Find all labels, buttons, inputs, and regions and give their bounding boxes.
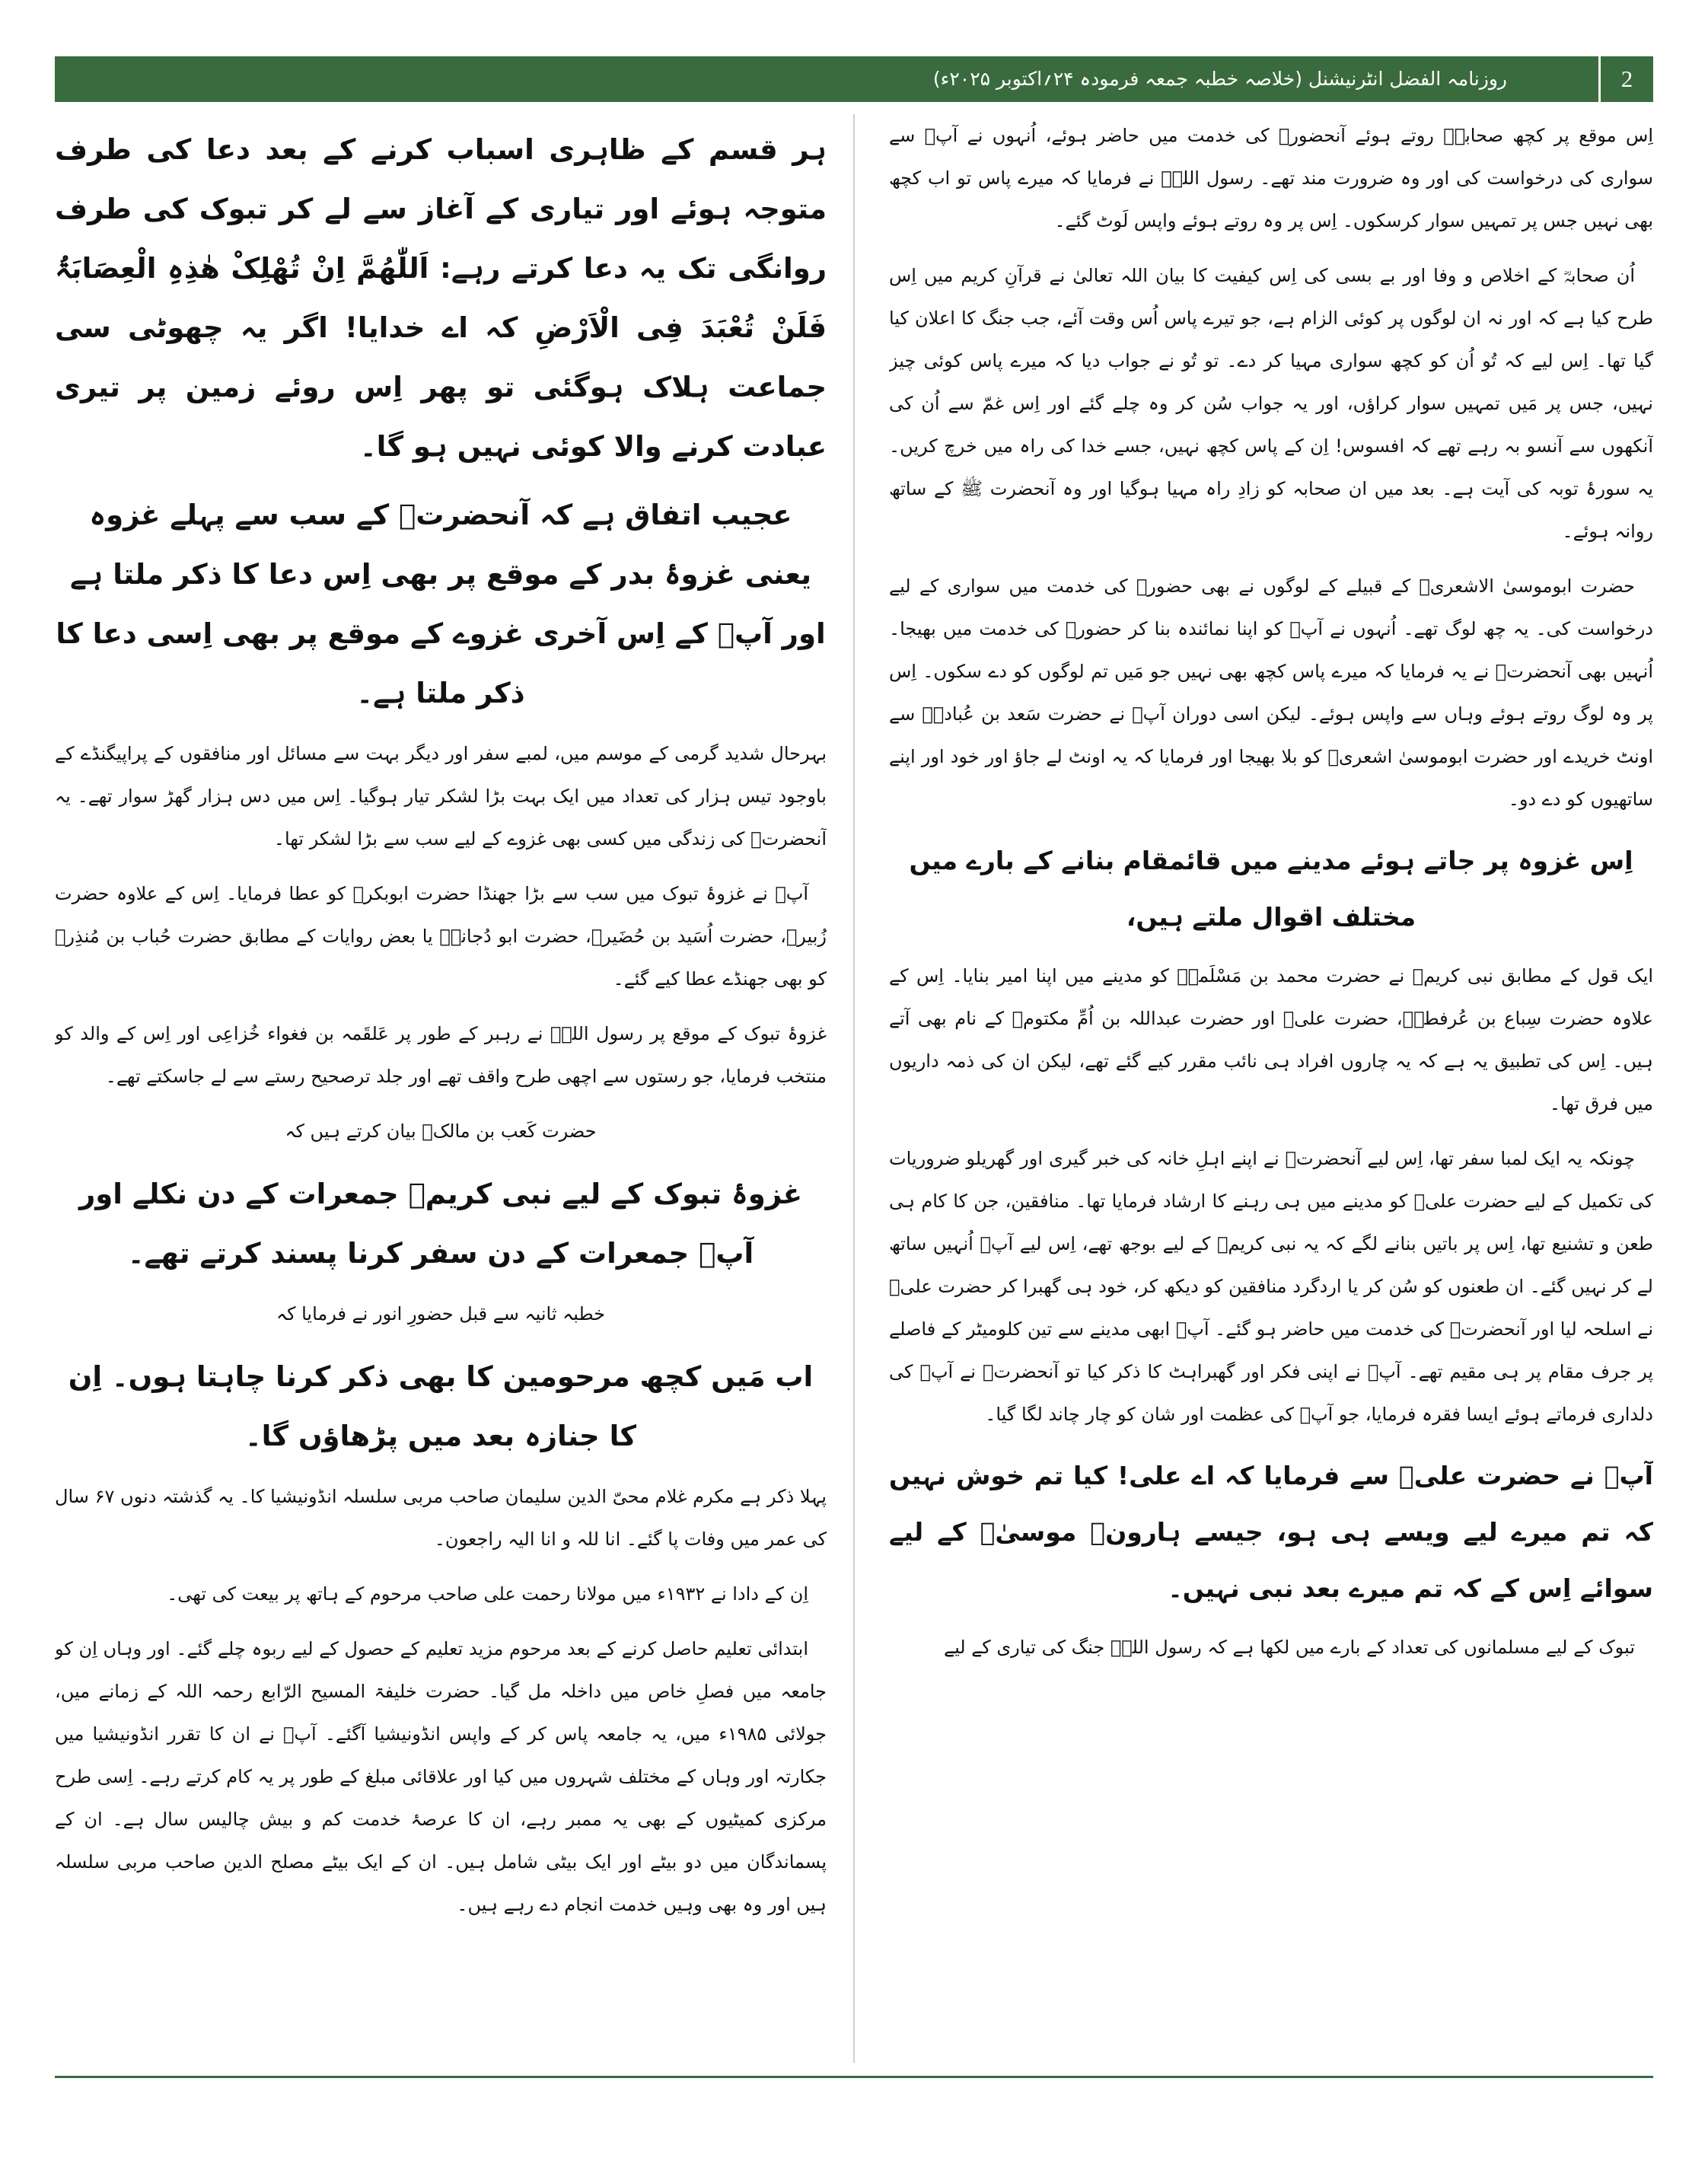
column-divider (853, 114, 855, 2063)
paragraph: ابتدائی تعلیم حاصل کرنے کے بعد مرحوم مزید تعلیم کے حصول کے لیے ربوہ چلے گئے۔ اور وہاں اِن کو جامعہ میں فصلِ خاص میں داخلہ مل گیا۔ حضرت خلیفۃ المسیح الرّابع رحمہ اللہ کے زمانے میں، جولائی ۱۹۸۵ء میں، یہ جامعہ پاس کر کے واپس انڈونیشیا آگئے۔ آپؒ نے ان کا تقرر انڈونیشیا میں جکارتہ اور وہاں کے مختلف شہروں میں کیا اور علاقائی مبلغ کے طور پر یہ کام کرتے رہے۔ اِسی طرح مرکزی کمیٹیوں کے بھی یہ ممبر رہے، ان کا عرصۂ خدمت کم و بیش چالیس سال ہے۔ ان کے پسماندگان میں دو بیٹے اور ایک بیٹی شامل ہیں۔ ان کے ایک بیٹے مصلح الدین صاحب مربی سلسلہ ہیں اور وہ بھی وہیں خدمت انجام دے رہے ہیں۔ (55, 1638, 827, 1915)
section-heading: آپؐ نے حضرت علیؓ سے فرمایا کہ اے علی! کیا تم خوش نہیں کہ تم میرے لیے ویسے ہی ہو، جیسے ہارونؑ موسیٰؑ کے لیے سوائے اِس کے کہ تم میرے بعد نبی نہیں۔ (889, 1461, 1653, 1603)
page-number: 2 (1598, 56, 1653, 102)
paragraph: تبوک کے لیے مسلمانوں کی تعداد کے بارے میں لکھا ہے کہ رسول اللہؐ جنگ کی تیاری کے لیے (944, 1637, 1635, 1658)
paragraph: اِن کے دادا نے ۱۹۳۲ء میں مولانا رحمت علی صاحب مرحوم کے ہاتھ پر بیعت کی تھی۔ (167, 1583, 808, 1605)
paragraph: آپؐ نے غزوۂ تبوک میں سب سے بڑا جھنڈا حضرت ابوبکرؓ کو عطا فرمایا۔ اِس کے علاوہ حضرت زُبیرؓ، حضرت اُسَید بن حُضَیرؓ، حضرت ابو دُجانہؓ یا بعض روایات کے مطابق حضرت حُباب بن مُنذِرؓ کو بھی جھنڈے عطا کیے گئے۔ (55, 883, 827, 990)
paragraph: چونکہ یہ ایک لمبا سفر تھا، اِس لیے آنحضرتؐ نے اپنے اہلِ خانہ کی خبر گیری اور گھریلو ضروریات کی تکمیل کے لیے حضرت علیؓ کو مدینے میں ہی رہنے کا ارشاد فرمایا تھا۔ منافقین، جن کا کام ہی طعن و تشنیع تھا، اِس پر باتیں بنانے لگے کہ یہ نبی کریمؐ کے لیے بوجھ تھے، اِس لیے آپؐ اُنہیں ساتھ لے کر نہیں گئے۔ ان طعنوں کو سُن کر یا اردگرد منافقین کو دیکھ کر، خود ہی گھبرا کر حضرت علیؓ نے اسلحہ لیا اور آنحضرتؐ کی خدمت میں حاضر ہو گئے۔ آپؐ ابھی مدینے سے تین کلومیٹر کے فاصلے پر جرف مقام پر ہی مقیم تھے۔ آپؓ نے اپنی فکر اور گھبراہٹ کا ذکر کیا تو آنحضرتؐ نے آپؓ کی دلداری فرماتے ہوئے ایسا فقرہ فرمایا، جو آپؓ کی عظمت اور شان کو چار چاند لگا گیا۔ (889, 1148, 1653, 1425)
left-column (55, 114, 827, 2063)
paragraph: حضرت کَعب بن مالکؓ بیان کرتے ہیں کہ (285, 1120, 597, 1142)
footer-rule (55, 2076, 1653, 2078)
paragraph: بہرحال شدید گرمی کے موسم میں، لمبے سفر اور دیگر بہت سے مسائل اور منافقوں کے پراپیگنڈے کے باوجود تیس ہزار کی تعداد میں ایک بہت بڑا لشکر تیار ہوگیا۔ اِس میں دس ہزار گھڑ سوار تھے۔ یہ آنحضرتؐ کی زندگی میں کسی بھی غزوے کے لیے سب سے بڑا لشکر تھا۔ (55, 743, 827, 849)
section-heading: غزوۂ تبوک کے لیے نبی کریمؐ جمعرات کے دن نکلے اور آپؐ جمعرات کے دن سفر کرنا پسند کرتے تھے۔ (79, 1178, 802, 1270)
paragraph: غزوۂ تبوک کے موقع پر رسول اللہؐ نے رہبر کے طور پر عَلقَمہ بن فغواء خُزاعِی اور اِس کے والد کو منتخب فرمایا، جو رستوں سے اچھی طرح واقف تھے اور جلد ترصحیح رستے سے لے جاسکتے تھے۔ (55, 1023, 827, 1087)
paragraph: پہلا ذکر ہے مکرم غلام محیّ الدین سلیمان صاحب مربی سلسلہ انڈونیشیا کا۔ یہ گذشتہ دنوں ۶۷ سال کی عمر میں وفات پا گئے۔ انا للہ و انا الیہ راجعون۔ (55, 1486, 827, 1550)
paragraph: اُن صحابہؓ کے اخلاص و وفا اور بے بسی کی اِس کیفیت کا بیان اللہ تعالیٰ نے قرآنِ کریم میں اِس طرح کیا ہے کہ اور نہ ان لوگوں پر کوئی الزام ہے، جو تیرے پاس اُس وقت آئے، جب جنگ کا اعلان کیا گیا تھا۔ اِس لیے کہ تُو اُن کو کچھ سواری مہیا کر دے۔ تو تُو نے جواب دیا کہ میرے پاس کوئی چیز نہیں، جس پر مَیں تمہیں سوار کراؤں، اور یہ جواب سُن کر وہ چلے گئے اور اِس غمّ سے اُن کی آنکھوں سے آنسو بہ رہے تھے کہ افسوس! اِن کے پاس کچھ نہیں، جسے خدا کی راہ میں خرچ کریں۔ یہ سورۂ توبہ کی آیت ہے۔ بعد میں ان صحابہ کو زادِ راہ مہیا ہوگیا اور وہ آنحضرت ﷺ کے ساتھ روانہ ہوئے۔ (889, 265, 1653, 542)
section-heading: اِس غزوہ پر جاتے ہوئے مدینے میں قائمقام بنانے کے بارے میں مختلف اقوال ملتے ہیں، (909, 846, 1633, 932)
section-heading: ہر قسم کے ظاہری اسباب کرنے کے بعد دعا کی طرف متوجہ ہوئے اور تیاری کے آغاز سے لے کر تبوک کی طرف روانگی تک یہ دعا کرتے رہے: اَللّٰھُمَّ اِنْ تُھْلِکْ ھٰذِہِ الْعِصَابَۃُ فَلَنْ تُعْبَدَ فِی الْاَرْضِ کہ اے خدایا! اگر یہ چھوٹی سی جماعت ہلاک ہوگئی تو پھر اِس روئے زمین پر تیری عبادت کرنے والا کوئی نہیں ہو گا۔ (55, 133, 827, 463)
paragraph: ایک قول کے مطابق نبی کریمؐ نے حضرت محمد بن مَسْلَمہؓ کو مدینے میں اپنا امیر بنایا۔ اِس کے علاوہ حضرت سِباع بن عُرفطہؓ، حضرت علیؓ اور حضرت عبداللہ بن اُمِّ مکتومؓ کے نام بھی آتے ہیں۔ اِس کی تطبیق یہ ہے کہ یہ چاروں افراد ہی نائب مقرر کیے گئے تھے، لیکن ان کی ذمہ داریوں میں فرق تھا۔ (889, 965, 1653, 1114)
page-header-bar (55, 56, 1653, 102)
paragraph: حضرت ابوموسیٰ الاشعریؓ کے قبیلے کے لوگوں نے بھی حضورؐ کی خدمت میں سواری کے لیے درخواست کی۔ یہ چھ لوگ تھے۔ اُنہوں نے آپؐ کو اپنا نمائندہ بنا کر حضورؐ کی خدمت میں بھیجا۔ اُنہیں بھی آنحضرتؐ نے یہ فرمایا کہ میرے پاس کچھ بھی نہیں جو مَیں تم لوگوں کو دے سکوں۔ اِس پر وہ لوگ روتے ہوئے وہاں سے واپس ہوئے۔ لیکن اسی دوران آپؐ نے حضرت سَعد بن عُبادہؓ سے اونٹ خریدے اور حضرت ابوموسیٰ اشعریؓ کو بلا بھیجا اور فرمایا کہ یہ اونٹ لے جاؤ اور خود اور اپنے ساتھیوں کو دے دو۔ (889, 575, 1653, 810)
section-heading: عجیب اتفاق ہے کہ آنحضرتؐ کے سب سے پہلے غزوہ یعنی غزوۂ بدر کے موقع پر بھی اِس دعا کا ذکر ملتا ہے اور آپؐ کے اِس آخری غزوے کے موقع پر بھی اِسی دعا کا ذکر ملتا ہے۔ (56, 499, 826, 709)
section-heading: اب مَیں کچھ مرحومین کا بھی ذکر کرنا چاہتا ہوں۔ اِن کا جنازہ بعد میں پڑھاؤں گا۔ (68, 1360, 814, 1452)
paragraph: خطبہ ثانیہ سے قبل حضورِ انور نے فرمایا کہ (276, 1303, 605, 1324)
newspaper-title: روزنامہ الفضل انٹرنیشنل (خلاصہ خطبہ جمعہ فرمودہ ۲۴؍اکتوبر ۲۰۲۵ء) (932, 68, 1507, 90)
right-column (889, 114, 1653, 2063)
paragraph: اِس موقع پر کچھ صحابہؓ روتے ہوئے آنحضورؐ کی خدمت میں حاضر ہوئے، اُنہوں نے آپؐ سے سواری کی درخواست کی اور وہ ضرورت مند تھے۔ رسول اللہؐ نے فرمایا کہ میرے پاس تو اب کچھ بھی نہیں جس پر تمہیں سوار کرسکوں۔ اِس پر وہ روتے ہوئے واپس لَوٹ گئے۔ (889, 125, 1653, 231)
